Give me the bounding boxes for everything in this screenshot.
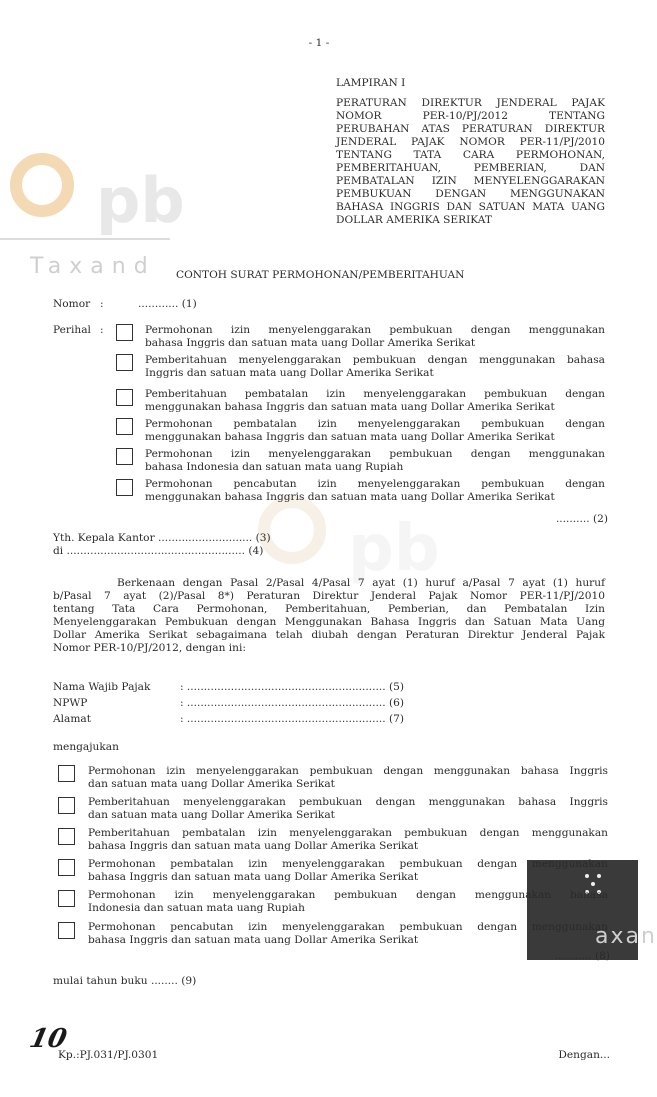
option-line: dan satuan mata uang Dollar Amerika Serikat — [88, 809, 335, 821]
option-line: bahasa Inggris dan satuan mata uang Dollar Amerika Serikat — [88, 934, 419, 946]
option-line: Pemberitahuan menyelenggarakan pembukuan dengan menggunakan bahasa — [145, 354, 605, 366]
option-line: Pemberitahuan pembatalan izin menyelenggarakan pembukuan dengan menggunakan — [88, 827, 608, 839]
option-line: bahasa Inggris dan satuan mata uang Dollar Amerika Serikat — [88, 840, 419, 852]
lampiran-line: PEMBERITAHUAN, PEMBERIAN, DAN — [336, 162, 605, 174]
perihal-colon: : — [100, 324, 104, 336]
option-line: Indonesia dan satuan mata uang Rupiah — [88, 902, 305, 914]
option-line: Pemberitahuan menyelenggarakan pembukuan dengan menggunakan bahasa Inggris — [88, 796, 608, 808]
option-line: Permohonan izin menyelenggarakan pembukuan dengan menggunakan bahasa Inggris — [88, 765, 608, 777]
mengajukan-option-text — [88, 765, 608, 791]
footer-continuation: Dengan... — [558, 1049, 610, 1061]
perihal-label: Perihal — [53, 324, 91, 336]
option-line: Permohonan izin menyelenggarakan pembukuan dengan menggunakan — [145, 324, 605, 336]
mengajukan-option-text — [88, 921, 608, 947]
watermark-text: Taxand — [30, 254, 156, 279]
page-number: - 1 - — [308, 37, 330, 49]
mengajukan-option-text — [88, 827, 608, 853]
lampiran-line: JENDERAL PAJAK NOMOR PER-11/PJ/2010 — [336, 136, 605, 148]
perihal-option-text — [145, 418, 605, 444]
lampiran-line: NOMOR PER-10/PJ/2012 TENTANG — [336, 110, 605, 122]
watermark-brand: pb — [96, 164, 185, 237]
option-line: Permohonan pencabutan izin menyelenggarakan pembukuan dengan — [145, 478, 605, 490]
mengajukan-option-text — [88, 889, 608, 915]
mengajukan-checkbox[interactable] — [58, 797, 75, 814]
lampiran-line: PEMBUKUAN DENGAN MENGGUNAKAN — [336, 188, 605, 200]
option-line: Permohonan pembatalan izin menyelenggarakan pembukuan dengan — [145, 418, 605, 430]
option-line: Permohonan pencabutan izin menyelenggarakan pembukuan dengan menggunakan — [88, 921, 608, 933]
option-line: Permohonan pembatalan izin menyelenggarakan pembukuan dengan menggunakan — [88, 858, 608, 870]
option-line: Permohonan izin menyelenggarakan pembukuan dengan menggunakan bahasa — [88, 889, 608, 901]
option-line: menggunakan bahasa Inggris dan satuan mata uang Dollar Amerika Serikat — [145, 401, 555, 413]
paragraph-line: Dollar Amerika Serikat sebagaimana telah diubah dengan Peraturan Direktur Jenderal Pajak — [53, 629, 605, 641]
lampiran-line: PERUBAHAN ATAS PERATURAN DIREKTUR — [336, 123, 605, 135]
corner-watermark-block: axan — [527, 860, 638, 960]
option-line: Permohonan izin menyelenggarakan pembukuan dengan menggunakan — [145, 448, 605, 460]
field-value-npwp[interactable]: : ........................................................... (6) — [180, 697, 404, 709]
option-line: menggunakan bahasa Inggris dan satuan mata uang Dollar Amerika Serikat — [145, 491, 555, 503]
field-label-alamat: Alamat — [53, 713, 91, 725]
option-line: bahasa Inggris dan satuan mata uang Dollar Amerika Serikat — [88, 871, 419, 883]
paragraph-line: Menyelenggarakan Pembukuan dengan Menggunakan Bahasa Inggris dan Satuan Mata Uang — [53, 616, 605, 628]
handwritten-page-mark: 10 — [26, 1024, 70, 1054]
mengajukan-checkbox[interactable] — [58, 828, 75, 845]
option-line: Inggris dan satuan mata uang Dollar Amerika Serikat — [145, 367, 434, 379]
footer-reference: Kp.:PJ.031/PJ.0301 — [58, 1049, 159, 1061]
option-line: bahasa Indonesia dan satuan mata uang Rupiah — [145, 461, 404, 473]
perihal-option-text — [145, 388, 605, 414]
field-value-alamat[interactable]: : ........................................................... (7) — [180, 713, 404, 725]
paragraph-line: tentang Tata Cara Permohonan, Pemberitahuan, Pemberian, dan Pembatalan Izin — [53, 603, 605, 615]
recipient-line: Yth. Kepala Kantor ............................ (3) — [53, 532, 271, 544]
svg-text:pb: pb — [348, 512, 440, 586]
perihal-option-text — [145, 478, 605, 504]
perihal-ref: .......... (2) — [555, 513, 608, 525]
nomor-colon: : — [100, 298, 104, 310]
recipient-line: di ..................................................... (4) — [53, 545, 264, 557]
lampiran-title: LAMPIRAN I — [336, 77, 406, 89]
mengajukan-ref: ........... (8) — [554, 950, 610, 962]
mengajukan-option-text — [88, 796, 608, 822]
perihal-checkbox[interactable] — [116, 418, 133, 435]
nomor-label: Nomor — [53, 298, 91, 310]
field-label-npwp: NPWP — [53, 697, 88, 709]
nomor-value: ............ (1) — [138, 298, 197, 310]
perihal-checkbox[interactable] — [116, 324, 133, 341]
mengajukan-label: mengajukan — [53, 741, 119, 753]
mengajukan-checkbox[interactable] — [58, 859, 75, 876]
lampiran-line: PEMBATALAN IZIN MENYELENGGARAKAN — [336, 175, 605, 187]
perihal-checkbox[interactable] — [116, 389, 133, 406]
tahun-buku: mulai tahun buku ........ (9) — [53, 975, 197, 987]
option-line: menggunakan bahasa Inggris dan satuan mata uang Dollar Amerika Serikat — [145, 431, 555, 443]
perihal-checkbox[interactable] — [116, 448, 133, 465]
field-label-nama: Nama Wajib Pajak — [53, 681, 151, 693]
lampiran-line: TENTANG TATA CARA PERMOHONAN, — [336, 149, 605, 161]
lampiran-line: DOLLAR AMERIKA SERIKAT — [336, 214, 492, 226]
lampiran-line: BAHASA INGGRIS DAN SATUAN MATA UANG — [336, 201, 605, 213]
field-value-nama[interactable]: : ........................................................... (5) — [180, 681, 404, 693]
lampiran-description — [336, 97, 605, 227]
mengajukan-option-text — [88, 858, 608, 884]
perihal-option-text — [145, 354, 605, 380]
option-line: dan satuan mata uang Dollar Amerika Serikat — [88, 778, 335, 790]
option-line: bahasa Inggris dan satuan mata uang Dollar Amerika Serikat — [145, 337, 476, 349]
body-paragraph — [53, 577, 605, 655]
perihal-option-text — [145, 324, 605, 350]
form-title: CONTOH SURAT PERMOHONAN/PEMBERITAHUAN — [176, 269, 465, 281]
perihal-checkbox[interactable] — [116, 479, 133, 496]
perihal-checkbox[interactable] — [116, 354, 133, 371]
mengajukan-checkbox[interactable] — [58, 765, 75, 782]
mengajukan-checkbox[interactable] — [58, 890, 75, 907]
option-line: Pemberitahuan pembatalan izin menyelenggarakan pembukuan dengan — [145, 388, 605, 400]
paragraph-line: Berkenaan dengan Pasal 2/Pasal 4/Pasal 7 ayat (1) huruf a/Pasal 7 ayat (1) huruf — [117, 577, 605, 589]
lampiran-line: PERATURAN DIREKTUR JENDERAL PAJAK — [336, 97, 605, 109]
paragraph-line: b/Pasal 7 ayat (2)/Pasal 8*) Peraturan Direktur Jenderal Pajak Nomor PER-11/PJ/2010 — [53, 590, 605, 602]
paragraph-line: Nomor PER-10/PJ/2012, dengan ini: — [53, 642, 246, 654]
mengajukan-checkbox[interactable] — [58, 922, 75, 939]
perihal-option-text — [145, 448, 605, 474]
